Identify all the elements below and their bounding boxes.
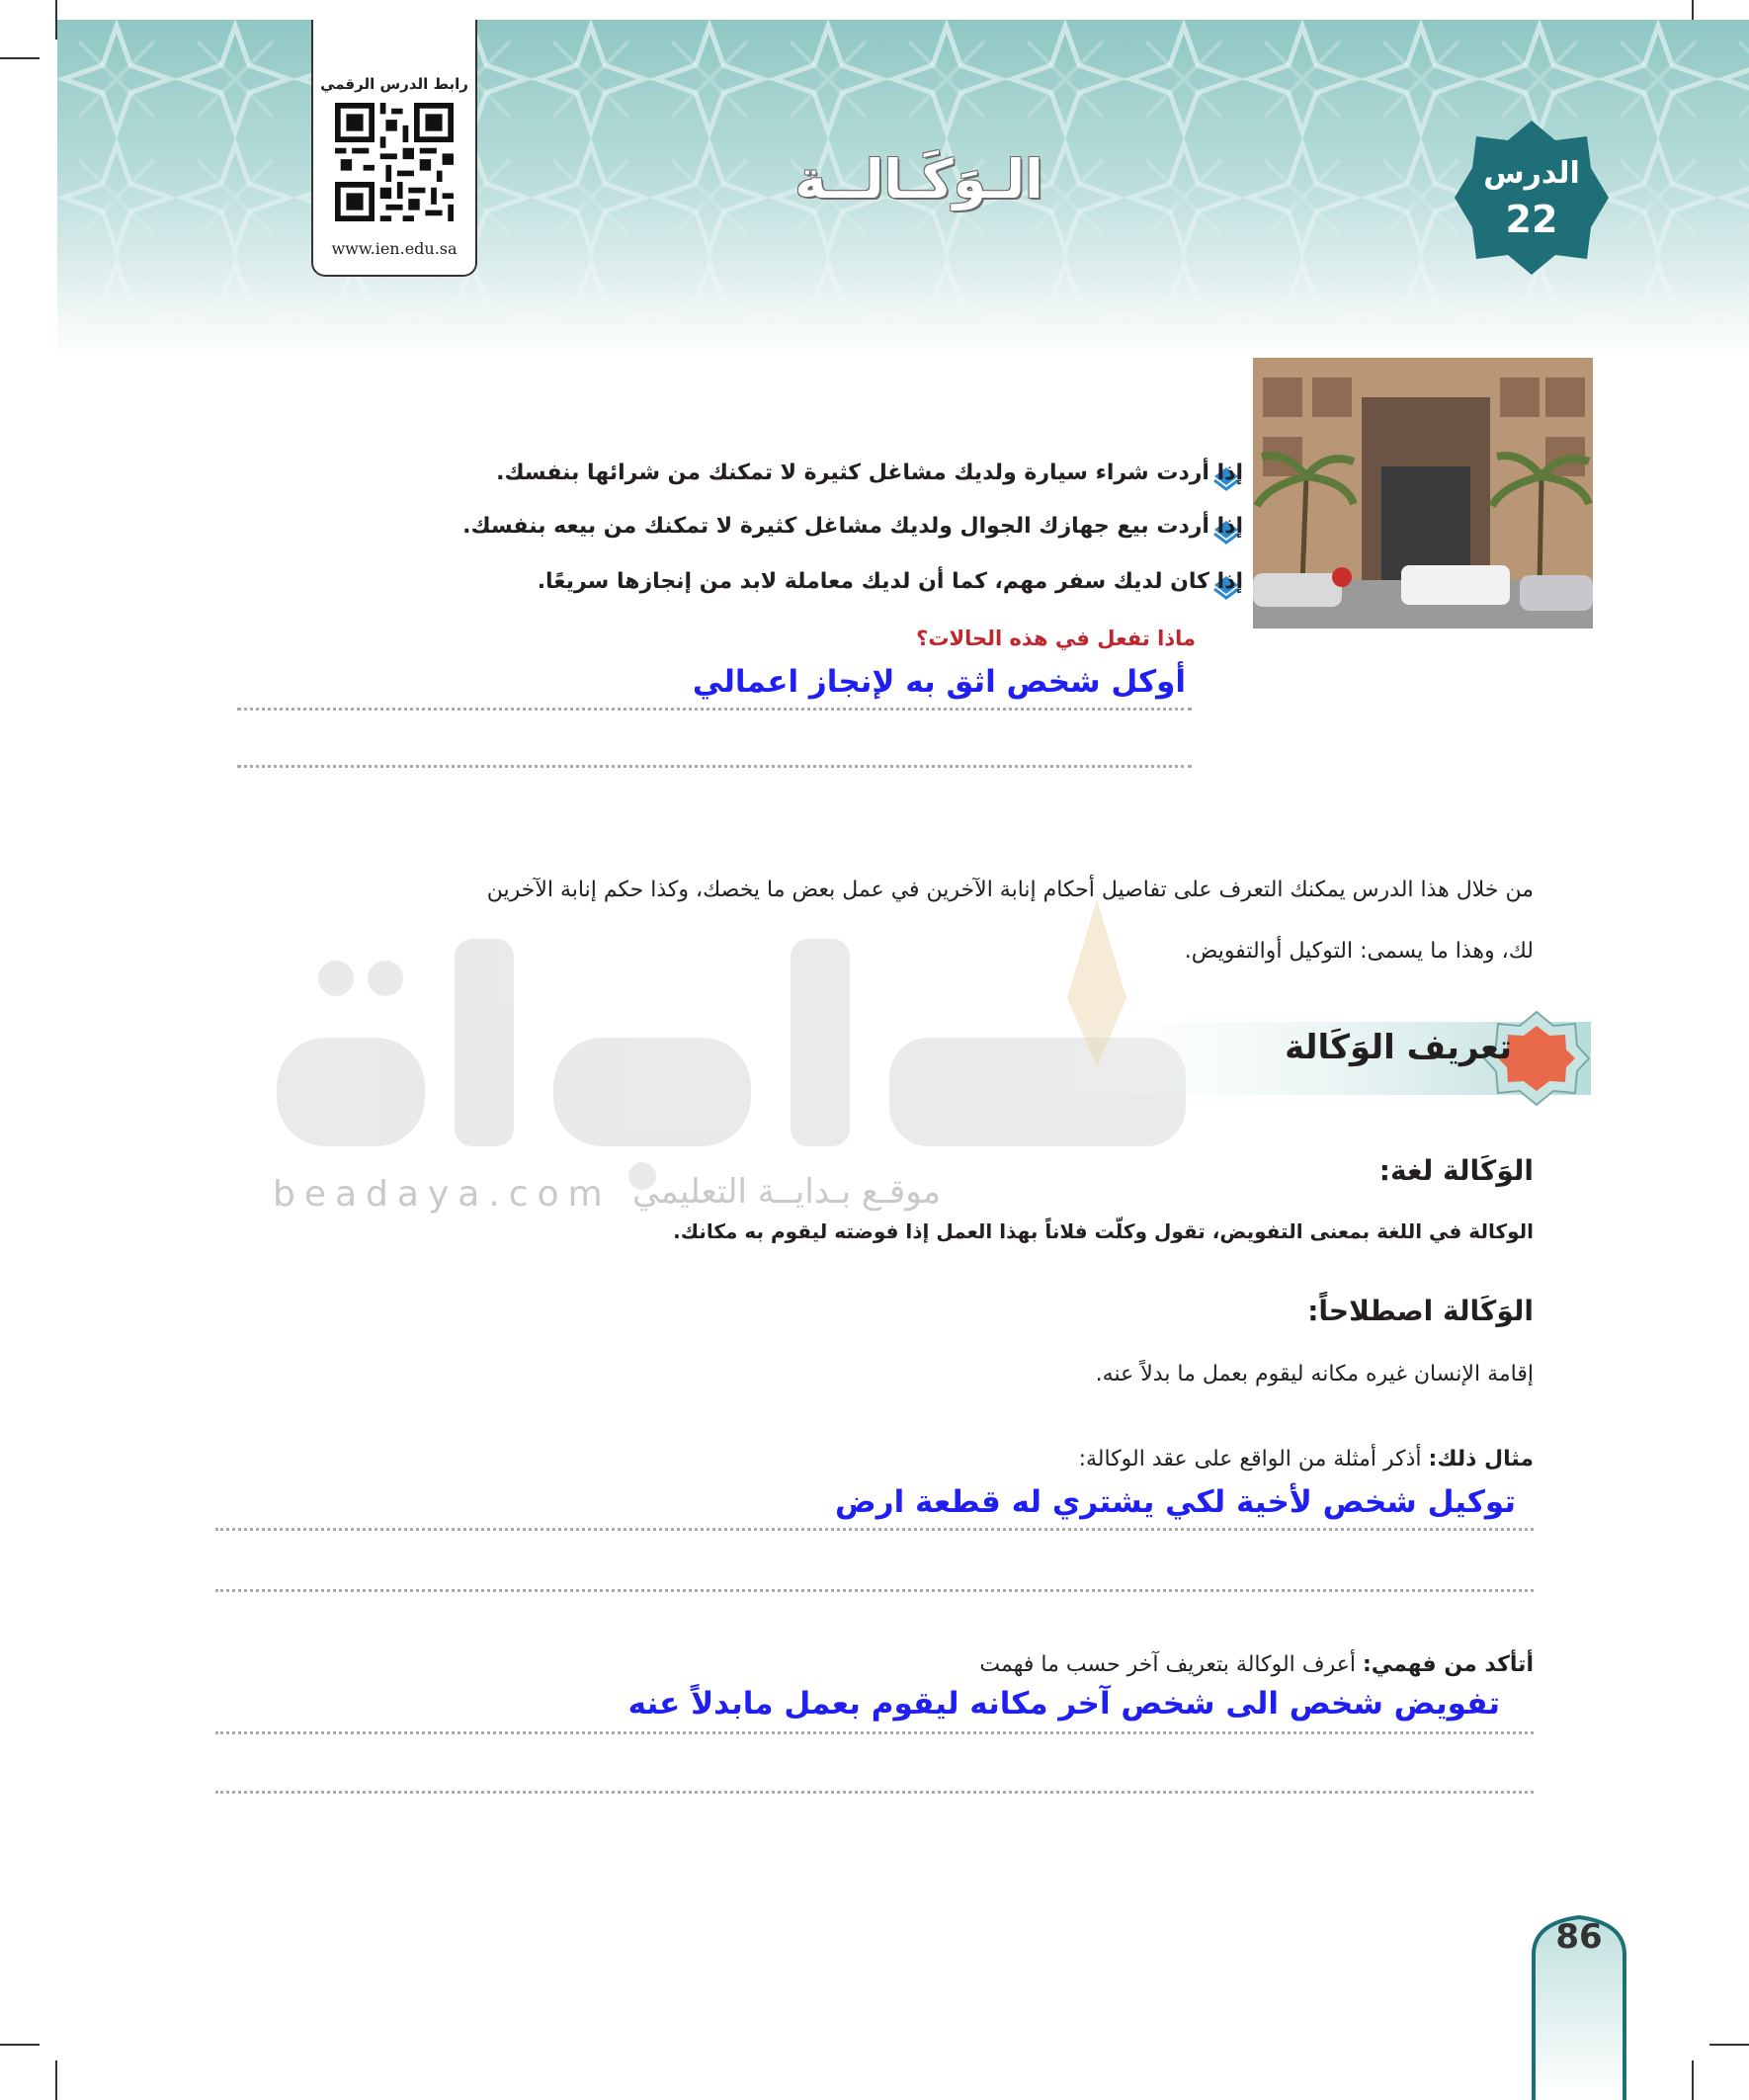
lang-heading: الوَكَالة لغة: <box>1378 1154 1534 1187</box>
check-label: أتأكد من فهمي: <box>1362 1652 1534 1677</box>
check-text: أعرف الوكالة بتعريف آخر حسب ما فهمت <box>979 1652 1356 1677</box>
answer-line <box>237 708 1192 711</box>
example-line <box>1079 1447 1534 1471</box>
answer-line <box>215 1528 1534 1531</box>
answer-line <box>215 1731 1534 1734</box>
term-heading: الوَكَالة اصطلاحاً: <box>1307 1295 1534 1327</box>
watermark-latin: beadaya.com <box>273 1174 612 1215</box>
crop-mark <box>0 2044 40 2046</box>
bullet-item: إذا كان لديك سفر مهم، كما أن لديك معاملة لابد من إنجازها سريعًا. <box>537 569 1243 594</box>
crop-mark <box>0 57 40 59</box>
watermark-arabic: موقـع بـدايــة التعليمي <box>632 1172 942 1212</box>
page-title: الـوَكَـالــة <box>794 148 1043 210</box>
bullet-item: إذا أردت بيع جهازك الجوال ولديك مشاغل كثيرة لا تمكنك من بيعه بنفسك. <box>462 514 1243 539</box>
crop-mark <box>55 2060 57 2100</box>
handwritten-answer[interactable]: توكيل شخص لأخية لكي يشتري له قطعة ارض <box>835 1484 1516 1520</box>
qr-caption: رابط الدرس الرقمي <box>320 75 468 93</box>
lang-text: الوكالة في اللغة بمعنى التفويض، تقول وكلّت فلاناً بهذا العمل إذا فوضته ليقوم به مكانك. <box>673 1219 1534 1243</box>
qr-card <box>311 20 477 277</box>
qr-code-icon[interactable] <box>335 103 454 221</box>
building-photo <box>1253 358 1593 629</box>
handwritten-answer[interactable]: تفويض شخص الى شخص آخر مكانه ليقوم بعمل مابدلاً عنه <box>627 1686 1500 1722</box>
bullet-item: إذا أردت شراء سيارة ولديك مشاغل كثيرة لا تمكنك من شرائها بنفسك. <box>496 461 1243 485</box>
crop-mark <box>1709 2044 1749 2046</box>
intro-paragraph-line: من خلال هذا الدرس يمكنك التعرف على تفاصيل أحكام إنابة الآخرين في عمل بعض ما يخصك، وكذا حكم إنابة الآخرين <box>486 878 1534 902</box>
answer-line <box>215 1589 1534 1592</box>
page-number: 86 <box>1555 1917 1603 1957</box>
answer-line <box>237 765 1192 768</box>
example-text: أذكر أمثلة من الواقع على عقد الوكالة: <box>1078 1447 1422 1471</box>
check-line <box>979 1652 1534 1677</box>
term-text: إقامة الإنسان غيره مكانه ليقوم بعمل ما بدلاً عنه. <box>1095 1362 1534 1386</box>
crop-mark <box>1692 2060 1694 2100</box>
section-title: تعريف الوَكَالة <box>1285 1028 1512 1067</box>
lesson-label: الدرس <box>1483 156 1580 191</box>
handwritten-answer[interactable]: أوكل شخص اثق به لإنجاز اعمالي <box>692 664 1186 700</box>
example-label: مثال ذلك: <box>1428 1447 1534 1471</box>
lesson-number: 22 <box>1505 198 1558 241</box>
answer-line <box>215 1791 1534 1794</box>
qr-url[interactable]: www.ien.edu.sa <box>331 239 458 258</box>
question-text: ماذا تفعل في هذه الحالات؟ <box>916 627 1196 650</box>
intro-paragraph-line: لك، وهذا ما يسمى: التوكيل أوالتفويض. <box>1184 939 1534 964</box>
